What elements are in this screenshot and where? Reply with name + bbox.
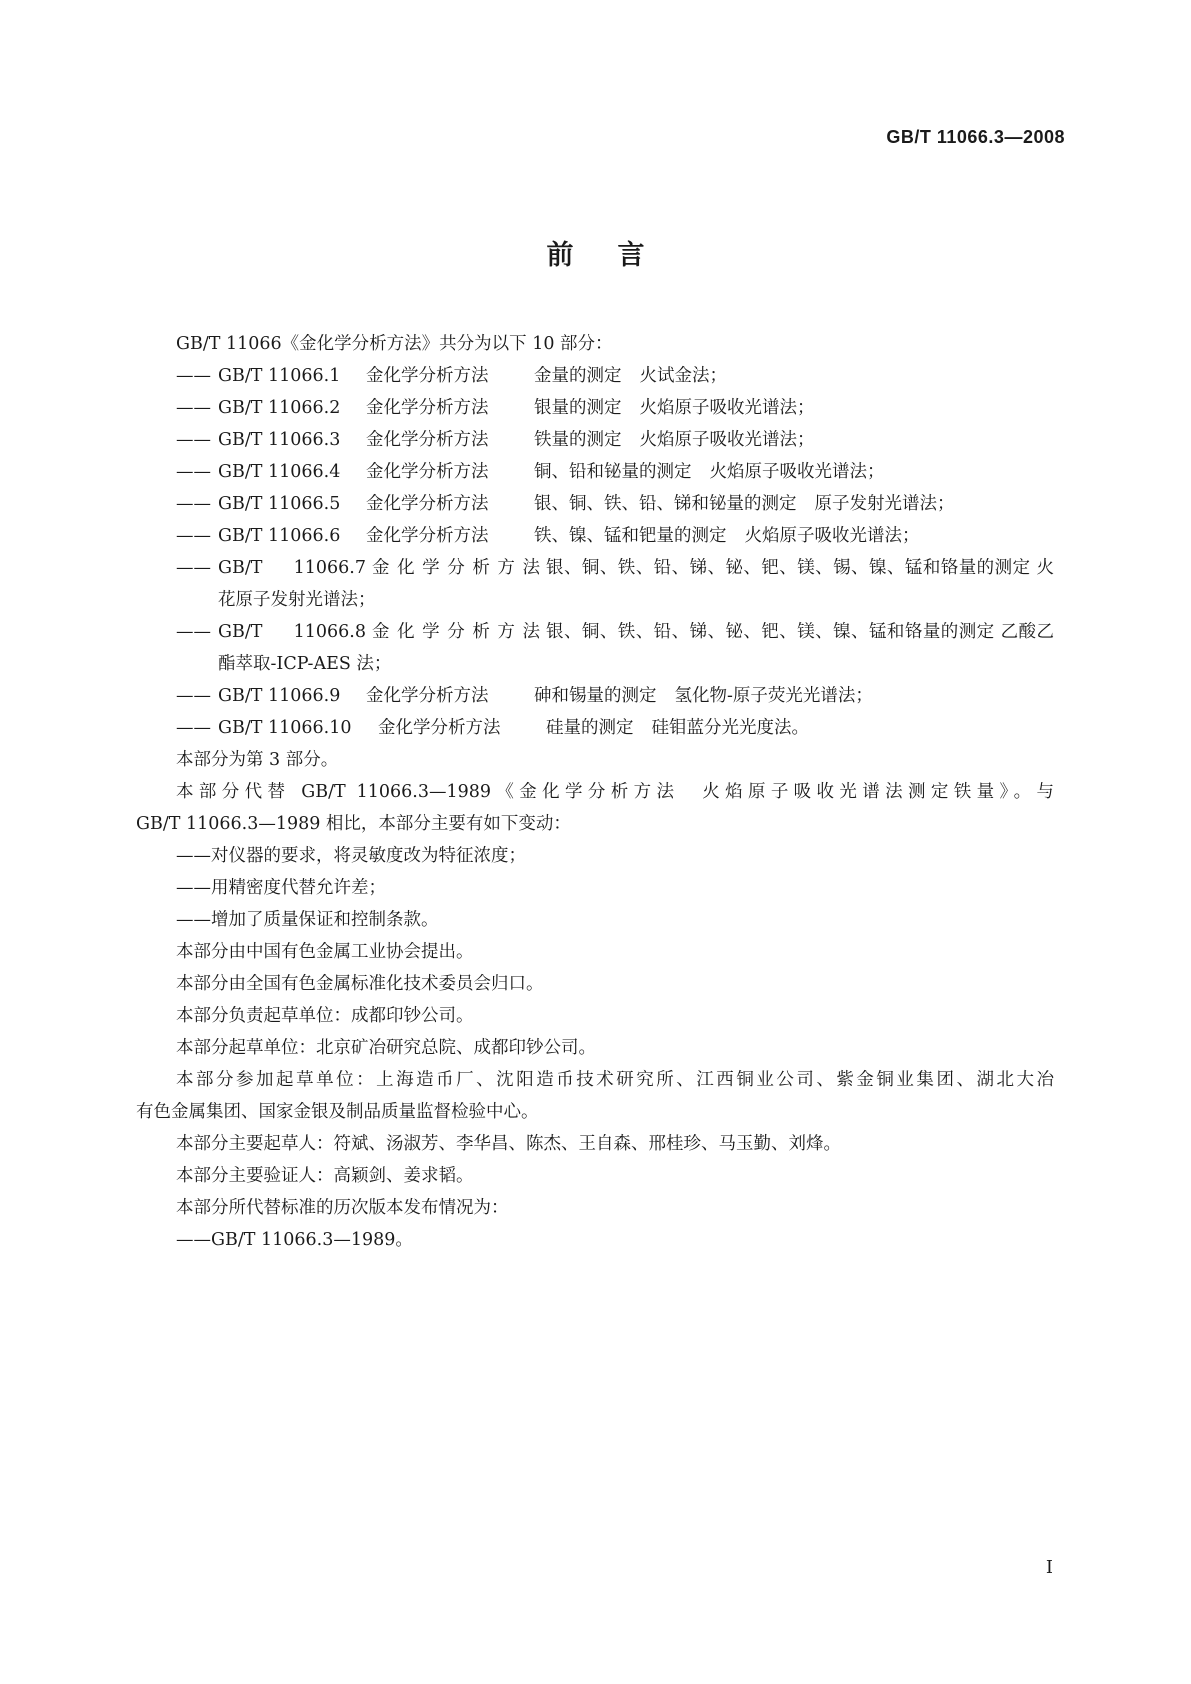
verifiers: 本部分主要验证人：高颖剑、姜求韬。 — [176, 1166, 474, 1186]
participating-units-line2: 有色金属集团、国家金银及制品质量监督检验中心。 — [136, 1102, 539, 1122]
page-number: I — [1045, 1557, 1053, 1578]
intro-paragraph: GB/T 11066《金化学分析方法》共分为以下 10 部分： — [176, 334, 613, 354]
part-list-item: —— GB/T 11066.4 金化学分析方法 铜、铅和铋量的测定 火焰原子吸收光谱法； — [176, 462, 885, 482]
part-list-item-continuation: 酯萃取-ICP-AES 法； — [218, 654, 392, 674]
page-title: 前言 — [546, 240, 689, 271]
change-item: ——增加了质量保证和控制条款。 — [176, 910, 439, 930]
part-list-item: —— GB/T 11066.10 金化学分析方法 硅量的测定 硅钼蓝分光光度法。 — [176, 718, 809, 738]
drafting-units: 本部分起草单位：北京矿冶研究总院、成都印钞公司。 — [176, 1038, 596, 1058]
standard-code: GB/T 11066.3—2008 — [886, 127, 1065, 147]
part-list-item: —— GB/T 11066.6 金化学分析方法 铁、镍、锰和钯量的测定 火焰原子吸收光谱法； — [176, 526, 920, 546]
part-list-item: —— GB/T 11066.8 金化学分析方法 银、铜、铁、铅、锑、铋、钯、镁、镍、锰和铬量的测定 乙酸乙 — [176, 622, 1054, 642]
part-list-item: —— GB/T 11066.2 金化学分析方法 银量的测定 火焰原子吸收光谱法； — [176, 398, 815, 418]
history-item: ——GB/T 11066.3—1989。 — [176, 1230, 413, 1250]
participating-units-line1: 本部分参加起草单位：上海造币厂、沈阳造币技术研究所、江西铜业公司、紫金铜业集团、湖北大冶 — [176, 1070, 1054, 1090]
responsible-drafter: 本部分负责起草单位：成都印钞公司。 — [176, 1006, 474, 1026]
part-list-item: —— GB/T 11066.9 金化学分析方法 砷和锡量的测定 氢化物-原子荧光光谱法； — [176, 686, 873, 706]
proposed-by: 本部分由中国有色金属工业协会提出。 — [176, 942, 474, 962]
change-item: ——用精密度代替允许差； — [176, 878, 386, 898]
part-list-item: —— GB/T 11066.3 金化学分析方法 铁量的测定 火焰原子吸收光谱法； — [176, 430, 815, 450]
part-list-item: —— GB/T 11066.1 金化学分析方法 金量的测定 火试金法； — [176, 366, 727, 386]
change-item: ——对仪器的要求，将灵敏度改为特征浓度； — [176, 846, 526, 866]
part-list-item: —— GB/T 11066.5 金化学分析方法 银、铜、铁、铅、锑和铋量的测定 原子发射光谱法； — [176, 494, 955, 514]
centralized-by: 本部分由全国有色金属标准化技术委员会归口。 — [176, 974, 544, 994]
part-statement: 本部分为第 3 部分。 — [176, 750, 339, 770]
history-intro: 本部分所代替标准的历次版本发布情况为： — [176, 1198, 509, 1218]
part-list-item-continuation: 花原子发射光谱法； — [218, 590, 376, 610]
replacement-paragraph-line1: 本部分代替 GB/T 11066.3—1989《金化学分析方法 火焰原子吸收光谱法测定铁量》。与 — [176, 782, 1054, 802]
replacement-paragraph-line2: GB/T 11066.3—1989 相比，本部分主要有如下变动： — [136, 814, 571, 834]
part-list-item: —— GB/T 11066.7 金化学分析方法 银、铜、铁、铅、锑、铋、钯、镁、锡、镍、锰和铬量的测定 火 — [176, 558, 1054, 578]
foreword-body — [136, 328, 1054, 1256]
main-drafters: 本部分主要起草人：符斌、汤淑芳、李华昌、陈杰、王自森、邢桂珍、马玉勤、刘烽。 — [176, 1134, 841, 1154]
